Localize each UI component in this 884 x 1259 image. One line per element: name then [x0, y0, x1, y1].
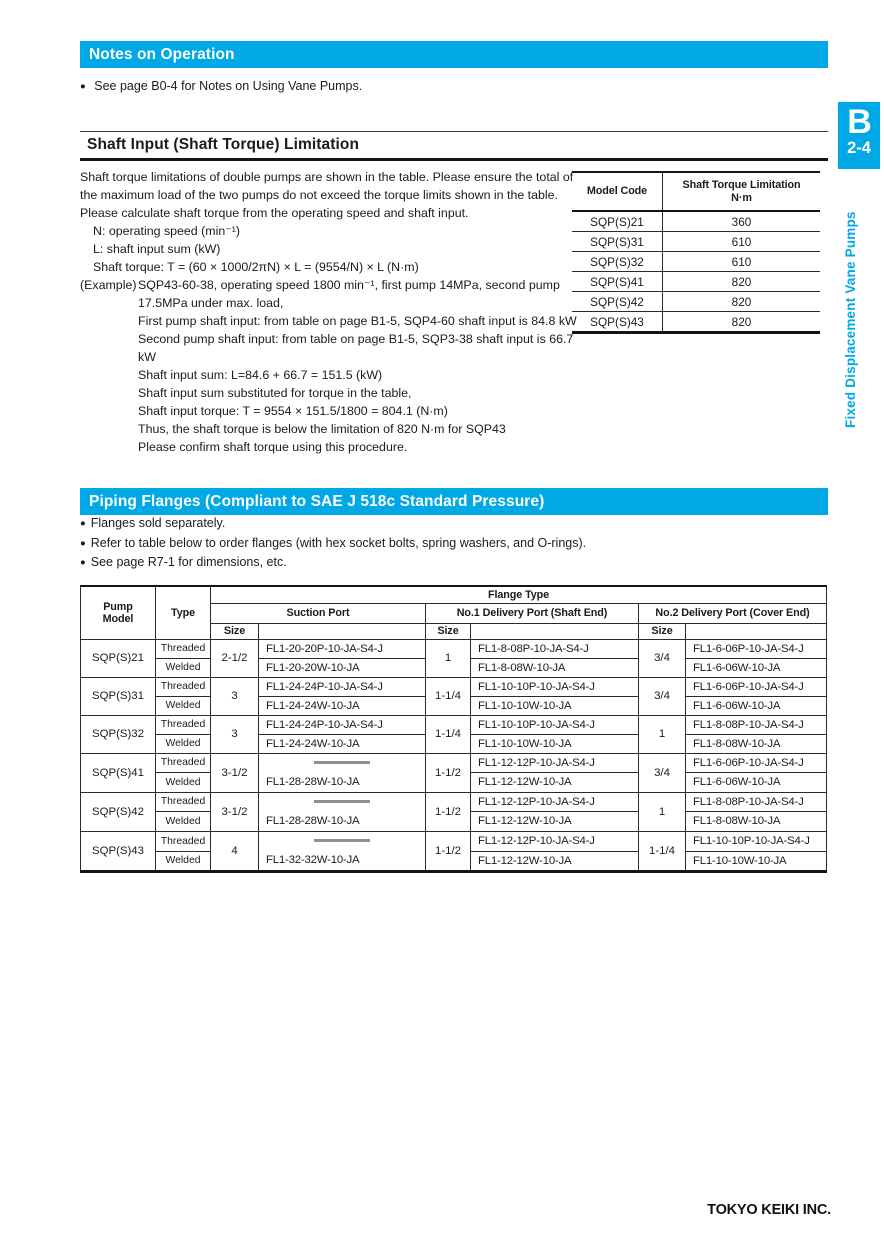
no2-size-cell: 3/4	[639, 639, 686, 677]
section-tab-letter: B	[847, 103, 871, 141]
dash-line	[314, 761, 370, 764]
definition-line: N: operating speed (min⁻¹)	[93, 224, 241, 238]
type-cell: Threaded	[156, 792, 211, 812]
pump-model-cell: SQP(S)41	[81, 753, 156, 792]
pump-model-cell: SQP(S)42	[81, 792, 156, 831]
no1-part-cell: FL1-12-12P-10-JA-S4-J	[471, 753, 639, 773]
shaft-section-heading	[80, 131, 828, 161]
suction-size-cell: 3	[211, 715, 259, 753]
no2-size-header: Size	[639, 623, 686, 639]
torque-row	[572, 232, 820, 252]
suction-size-cell: 3	[211, 677, 259, 715]
example-line: SQP43-60-38, operating speed 1800 min⁻¹, first pump 14MPa, second pump 17.5MPa under max. load,	[138, 278, 560, 310]
model-code-cell: SQP(S)21	[572, 211, 663, 232]
no-flange-dash	[259, 832, 425, 851]
no1-part-cell: FL1-10-10P-10-JA-S4-J	[471, 715, 639, 734]
type-cell: Threaded	[156, 639, 211, 658]
type-cell: Threaded	[156, 715, 211, 734]
type-cell: Welded	[156, 773, 211, 793]
example-line: Thus, the shaft torque is below the limitation of 820 N·m for SQP43	[138, 422, 506, 436]
piping-bullet	[80, 514, 586, 534]
suction-part-cell: FL1-24-24W-10-JA	[259, 696, 426, 715]
example-line: Second pump shaft input: from table on page B1-5, SQP3-38 shaft input is 66.7 kW	[138, 332, 574, 364]
no2-size-cell: 3/4	[639, 677, 686, 715]
suction-size-cell: 4	[211, 831, 259, 871]
torque-header-model	[572, 172, 663, 211]
no2-part-cell: FL1-6-06W-10-JA	[686, 696, 827, 715]
flange-header-flange-type: Flange Type	[211, 586, 827, 603]
pump-model-line2: Model	[102, 612, 134, 625]
no1-part-header	[471, 623, 639, 639]
no2-size-cell: 3/4	[639, 753, 686, 792]
no2-part-header	[686, 623, 827, 639]
example-line: Shaft input sum: L=84.6 + 66.7 = 151.5 (kW)	[138, 368, 383, 382]
no2-part-cell: FL1-6-06P-10-JA-S4-J	[686, 753, 827, 773]
no1-size-cell: 1-1/2	[426, 831, 471, 871]
no1-part-cell: FL1-12-12P-10-JA-S4-J	[471, 831, 639, 851]
model-code-cell: SQP(S)32	[572, 252, 663, 272]
piping-bullet-text: Flanges sold separately.	[90, 516, 226, 530]
no2-size-cell: 1	[639, 792, 686, 831]
flange-row-threaded	[81, 715, 827, 734]
no2-part-cell: FL1-6-06W-10-JA	[686, 658, 827, 677]
suction-size-header: Size	[211, 623, 259, 639]
flange-row-threaded	[81, 831, 827, 851]
no2-part-cell: FL1-8-08P-10-JA-S4-J	[686, 792, 827, 812]
no1-size-cell: 1	[426, 639, 471, 677]
pump-model-cell: SQP(S)43	[81, 831, 156, 871]
section-tab-number: 2-4	[847, 139, 871, 157]
suction-part-cell: FL1-24-24W-10-JA	[259, 734, 426, 753]
torque-value-cell: 360	[663, 211, 821, 232]
type-cell: Welded	[156, 851, 211, 871]
shaft-heading-label: Shaft Input (Shaft Torque) Limitation	[87, 136, 360, 153]
section-tab	[838, 102, 880, 169]
shaft-intro-paragraph: Shaft torque limitations of double pumps are shown in the table. Please ensure the total of the maximum load of the two pumps do not exceed the torque limits shown in the table. Please calculate shaft torque from the operating speed and shaft input.	[80, 170, 574, 220]
part-number: FL1-28-28W-10-JA	[266, 775, 360, 788]
type-cell: Threaded	[156, 831, 211, 851]
suction-part-cell	[259, 831, 426, 871]
piping-bullet-list	[80, 514, 586, 573]
suction-part-header	[259, 623, 426, 639]
torque-row	[572, 312, 820, 333]
flange-header-pump-model	[81, 586, 156, 639]
shaft-example-block	[80, 276, 577, 456]
footer-company-logo: TOKYO KEIKI INC.	[707, 1202, 831, 1218]
type-cell: Welded	[156, 734, 211, 753]
type-cell: Threaded	[156, 677, 211, 696]
no1-part-cell: FL1-10-10P-10-JA-S4-J	[471, 677, 639, 696]
piping-flanges-header	[80, 488, 828, 515]
no1-part-cell: FL1-12-12W-10-JA	[471, 812, 639, 832]
suction-part-cell: FL1-24-24P-10-JA-S4-J	[259, 715, 426, 734]
example-body	[138, 276, 577, 456]
flange-header-type: Type	[156, 586, 211, 639]
flange-row-threaded	[81, 639, 827, 658]
shaft-definitions	[80, 222, 577, 276]
no1-size-header: Size	[426, 623, 471, 639]
no1-part-cell: FL1-12-12W-10-JA	[471, 773, 639, 793]
model-code-cell: SQP(S)42	[572, 292, 663, 312]
model-code-cell: SQP(S)41	[572, 272, 663, 292]
no1-part-cell: FL1-8-08P-10-JA-S4-J	[471, 639, 639, 658]
notes-heading-label: Notes on Operation	[89, 46, 235, 63]
torque-row	[572, 211, 820, 232]
torque-value-cell: 820	[663, 292, 821, 312]
torque-row	[572, 272, 820, 292]
torque-row	[572, 292, 820, 312]
pump-model-line1: Pump	[103, 600, 133, 613]
no-flange-dash	[259, 793, 425, 812]
flange-row-threaded	[81, 753, 827, 773]
piping-bullet-text: See page R7-1 for dimensions, etc.	[90, 555, 287, 569]
no1-size-cell: 1-1/2	[426, 753, 471, 792]
piping-heading-label: Piping Flanges (Compliant to SAE J 518c Standard Pressure)	[89, 493, 545, 510]
suction-size-cell: 3-1/2	[211, 792, 259, 831]
suction-size-cell: 3-1/2	[211, 753, 259, 792]
no2-part-cell: FL1-6-06W-10-JA	[686, 773, 827, 793]
no2-part-cell: FL1-6-06P-10-JA-S4-J	[686, 677, 827, 696]
suction-part-cell: FL1-20-20W-10-JA	[259, 658, 426, 677]
flange-row-threaded	[81, 792, 827, 812]
type-cell: Threaded	[156, 753, 211, 773]
part-number: FL1-32-32W-10-JA	[266, 853, 360, 866]
torque-value-cell: 610	[663, 232, 821, 252]
no1-part-cell: FL1-8-08W-10-JA	[471, 658, 639, 677]
pump-model-cell: SQP(S)31	[81, 677, 156, 715]
suction-part-cell	[259, 753, 426, 792]
torque-row	[572, 252, 820, 272]
no1-part-cell: FL1-12-12P-10-JA-S4-J	[471, 792, 639, 812]
example-line: First pump shaft input: from table on page B1-5, SQP4-60 shaft input is 84.8 kW	[138, 314, 577, 328]
dash-line	[314, 839, 370, 842]
notes-bullet-text: See page B0-4 for Notes on Using Vane Pumps.	[94, 79, 363, 93]
torque-header-model-label: Model Code	[586, 185, 648, 197]
no1-size-cell: 1-1/4	[426, 715, 471, 753]
no1-part-cell: FL1-10-10W-10-JA	[471, 696, 639, 715]
torque-header-limit-label: Shaft Torque Limitation	[682, 178, 801, 191]
torque-limitation-table	[572, 171, 820, 334]
definition-line: L: shaft input sum (kW)	[93, 242, 221, 256]
piping-bullet	[80, 553, 586, 573]
torque-header-limit	[663, 172, 821, 211]
flange-header-no2-port: No.2 Delivery Port (Cover End)	[639, 603, 827, 623]
flange-table	[80, 585, 827, 873]
flange-header-suction-port: Suction Port	[211, 603, 426, 623]
suction-part-cell: FL1-20-20P-10-JA-S4-J	[259, 639, 426, 658]
part-number: FL1-28-28W-10-JA	[266, 814, 360, 827]
no1-size-cell: 1-1/2	[426, 792, 471, 831]
type-cell: Welded	[156, 658, 211, 677]
example-line: Please confirm shaft torque using this procedure.	[138, 440, 408, 454]
flange-row-threaded	[81, 677, 827, 696]
no2-part-cell: FL1-10-10W-10-JA	[686, 851, 827, 871]
piping-bullet-text: Refer to table below to order flanges (with hex socket bolts, spring washers, and O-rings).	[90, 535, 587, 550]
no1-part-cell: FL1-12-12W-10-JA	[471, 851, 639, 871]
no2-part-cell: FL1-10-10P-10-JA-S4-J	[686, 831, 827, 851]
torque-value-cell: 820	[731, 314, 752, 329]
model-code-cell: SQP(S)31	[572, 232, 663, 252]
no2-part-cell: FL1-8-08W-10-JA	[686, 734, 827, 753]
dash-line	[314, 800, 370, 803]
no2-size-cell: 1-1/4	[639, 831, 686, 871]
notes-bullet	[80, 77, 362, 97]
torque-header-unit-label: N·m	[731, 191, 752, 204]
pump-model-cell: SQP(S)32	[81, 715, 156, 753]
suction-size-cell: 2-1/2	[211, 639, 259, 677]
no2-size-cell: 1	[639, 715, 686, 753]
no1-part-cell: FL1-10-10W-10-JA	[471, 734, 639, 753]
sidebar-vertical-label: Fixed Displacement Vane Pumps	[843, 211, 858, 428]
torque-value-cell: 820	[663, 272, 821, 292]
example-line: Shaft input torque: T = 9554 × 151.5/1800 = 804.1 (N·m)	[138, 404, 448, 418]
suction-part-cell: FL1-24-24P-10-JA-S4-J	[259, 677, 426, 696]
pump-model-cell: SQP(S)21	[81, 639, 156, 677]
flange-header-row-1	[81, 586, 827, 603]
definition-line: Shaft torque: T = (60 × 1000/2πN) × L = (9554/N) × L (N·m)	[93, 260, 419, 274]
model-code-cell: SQP(S)43	[572, 312, 663, 333]
suction-part-cell	[259, 792, 426, 831]
no2-part-cell: FL1-8-08P-10-JA-S4-J	[686, 715, 827, 734]
example-label: (Example)	[80, 278, 137, 292]
torque-value-cell: 610	[663, 252, 821, 272]
no1-size-cell: 1-1/4	[426, 677, 471, 715]
notes-on-operation-header	[80, 41, 828, 68]
example-line: Shaft input sum substituted for torque in the table,	[138, 386, 412, 400]
torque-header-row	[572, 172, 820, 211]
type-cell: Welded	[156, 812, 211, 832]
shaft-text-column	[80, 168, 577, 456]
no2-part-cell: FL1-8-08W-10-JA	[686, 812, 827, 832]
flange-header-no1-port: No.1 Delivery Port (Shaft End)	[426, 603, 639, 623]
type-cell: Welded	[156, 696, 211, 715]
no-flange-dash	[259, 754, 425, 773]
no2-part-cell: FL1-6-06P-10-JA-S4-J	[686, 639, 827, 658]
piping-bullet	[80, 534, 586, 554]
